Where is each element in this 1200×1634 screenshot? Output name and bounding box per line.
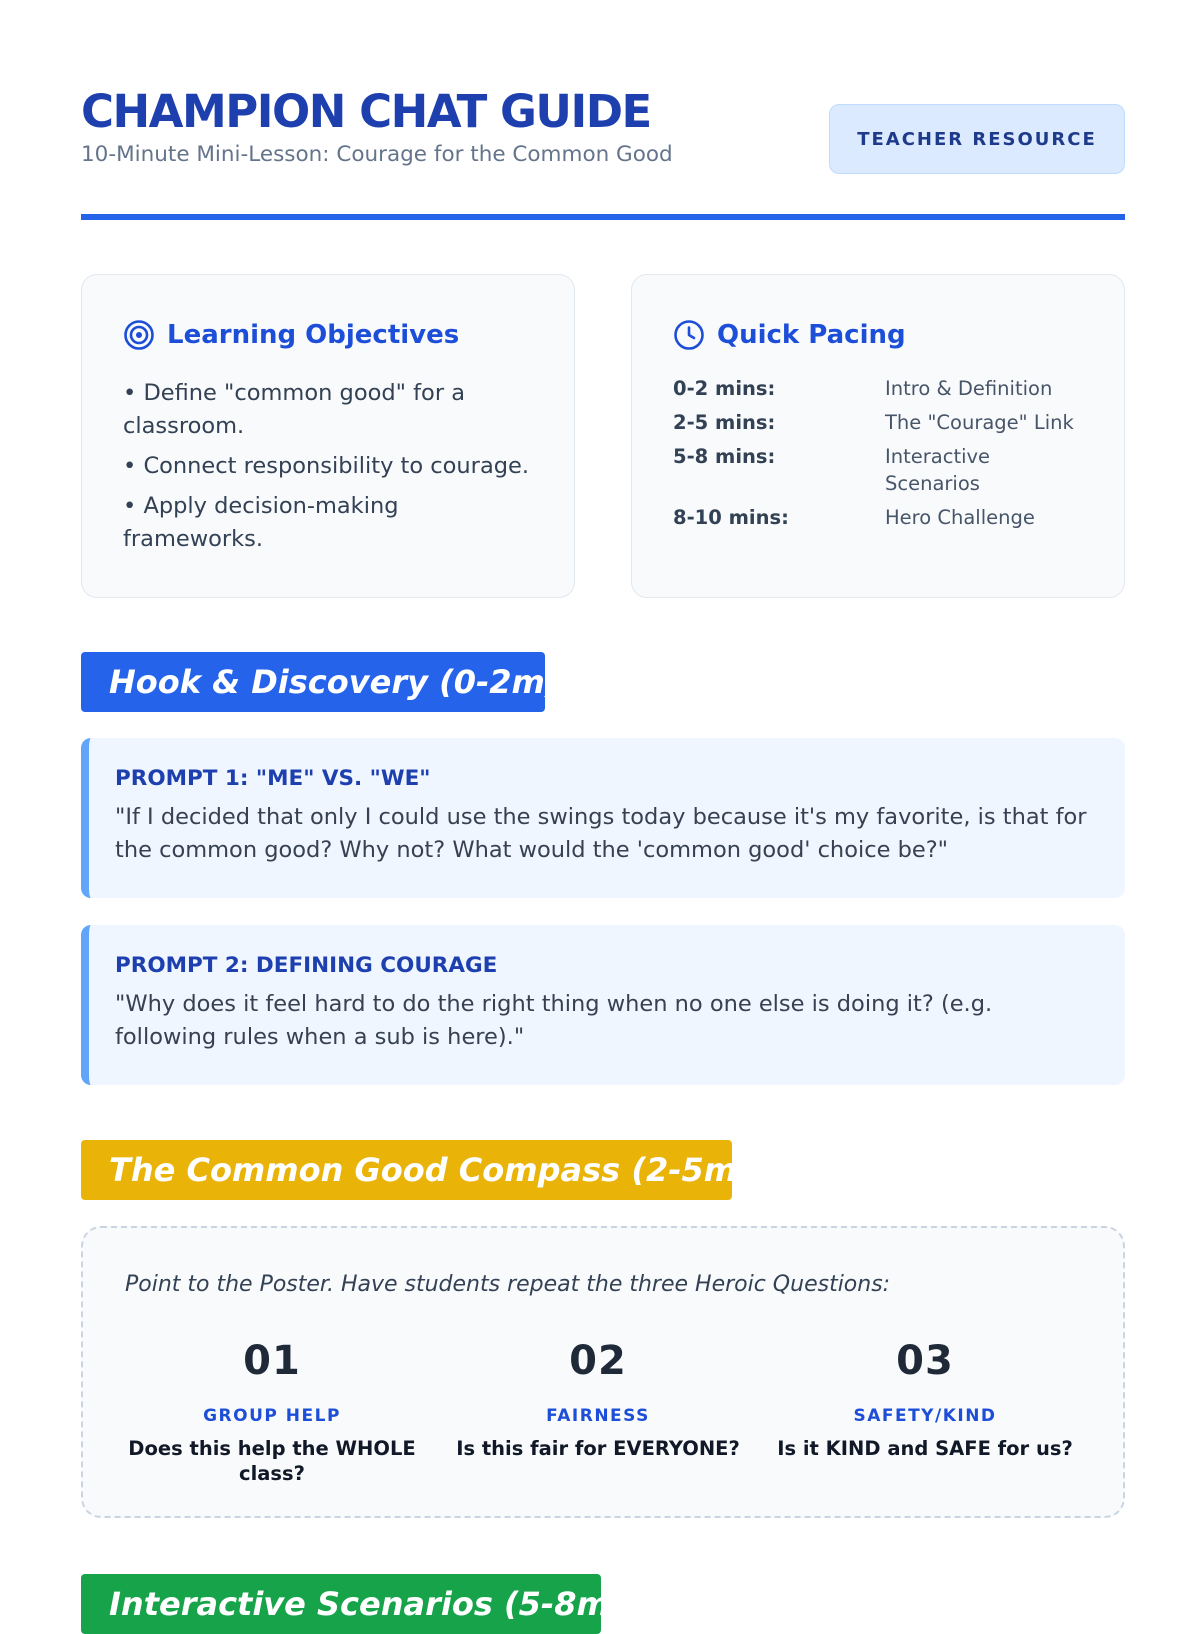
quick-pacing-header (673, 319, 906, 351)
pacing-activity: Intro & Definition (885, 377, 1053, 400)
quick-pacing-card (631, 274, 1125, 598)
heroic-question (775, 1336, 1075, 1461)
pacing-row (673, 504, 1093, 531)
heroic-question (122, 1336, 422, 1486)
question-label: FAIRNESS (546, 1406, 650, 1426)
pacing-activity: The "Courage" Link (885, 411, 1074, 434)
header-divider (81, 214, 1125, 220)
pacing-time: 2-5 mins: (673, 411, 776, 434)
quick-pacing-title: Quick Pacing (717, 320, 906, 350)
objectives-list (123, 377, 543, 563)
page-subtitle: 10-Minute Mini-Lesson: Courage for the Common Good (81, 142, 673, 167)
page-header (81, 84, 1125, 174)
clock-icon (673, 319, 705, 351)
question-number: 01 (243, 1338, 301, 1384)
compass-intro: Point to the Poster. Have students repeat the three Heroic Questions: (125, 1272, 891, 1297)
scenarios-section-banner: Interactive Scenarios (5-8m) (81, 1574, 601, 1634)
compass-box (81, 1226, 1125, 1518)
compass-section-banner: The Common Good Compass (2-5m) (81, 1140, 732, 1200)
question-label: GROUP HELP (203, 1406, 341, 1426)
question-number: 02 (569, 1338, 627, 1384)
pacing-time: 5-8 mins: (673, 445, 776, 468)
question-label: SAFETY/KIND (853, 1406, 997, 1426)
page-title: CHAMPION CHAT GUIDE (81, 85, 651, 138)
pacing-row (673, 443, 1093, 497)
objective-item: • Connect responsibility to courage. (123, 450, 543, 483)
prompt-text: "If I decided that only I could use the swings today because it's my favorite, is that for the common good? Why not? What would the 'common good' choice be?" (115, 804, 1087, 863)
question-text: Is it KIND and SAFE for us? (777, 1437, 1073, 1460)
question-number: 03 (896, 1338, 954, 1384)
pacing-time: 0-2 mins: (673, 377, 776, 400)
target-icon (123, 319, 155, 351)
teacher-resource-badge: TEACHER RESOURCE (829, 104, 1125, 174)
objective-item: • Apply decision-making frameworks. (123, 490, 543, 556)
pacing-activity: Hero Challenge (885, 506, 1035, 529)
prompt-heading: PROMPT 1: "ME" VS. "WE" (115, 766, 431, 791)
pacing-activity: Interactive Scenarios (885, 445, 991, 495)
question-text: Is this fair for EVERYONE? (456, 1437, 740, 1460)
question-text: Does this help the WHOLE class? (128, 1437, 416, 1485)
heroic-question (448, 1336, 748, 1461)
prompt-heading: PROMPT 2: DEFINING COURAGE (115, 953, 498, 978)
hook-section-banner: Hook & Discovery (0-2m) (81, 652, 545, 712)
prompt-card (81, 925, 1125, 1085)
objective-item: • Define "common good" for a classroom. (123, 377, 543, 443)
pacing-table (673, 375, 1093, 538)
pacing-time: 8-10 mins: (673, 506, 789, 529)
learning-objectives-card (81, 274, 575, 598)
prompt-card (81, 738, 1125, 898)
pacing-row (673, 409, 1093, 436)
learning-objectives-title: Learning Objectives (167, 320, 460, 350)
pacing-row (673, 375, 1093, 402)
learning-objectives-header (123, 319, 459, 351)
prompt-text: "Why does it feel hard to do the right thing when no one else is doing it? (e.g. following rules when a sub is here)." (115, 991, 993, 1050)
